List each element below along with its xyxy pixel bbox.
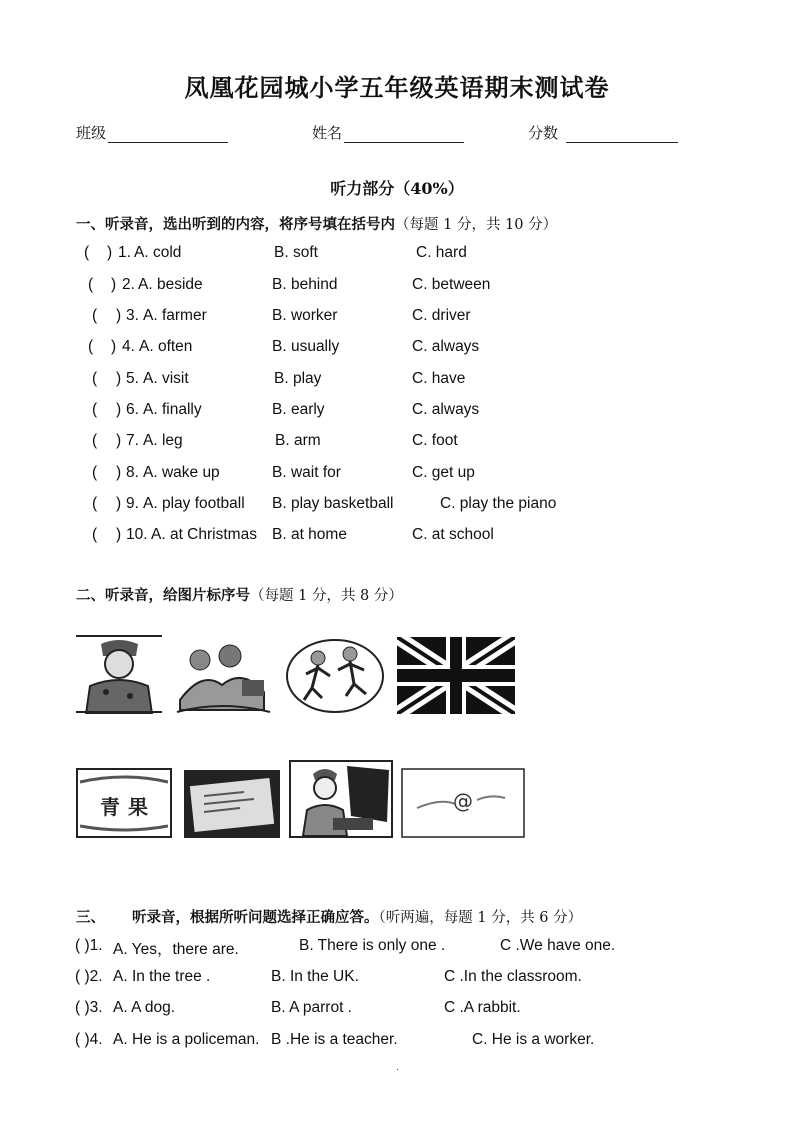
option-c: C. always [412,401,480,418]
section1-question-row [0,370,794,392]
question-number: 3. [126,307,139,324]
answer-bracket-close: ) [116,464,122,481]
answer-bracket-close: ) [116,307,122,324]
section2-heading-main: 二、听录音，给图片标序号 [76,587,250,604]
class-blank[interactable] [108,126,228,143]
score-label: 分数 [528,124,559,142]
option-c: C. have [412,370,466,387]
question-number-with-bracket[interactable]: ( )1. [75,937,103,954]
page-marker: · [396,1064,400,1075]
answer-bracket-open[interactable]: ( [92,464,98,481]
answer-bracket-close: ) [116,495,122,512]
question-number: 1. [118,244,131,261]
question-number-with-bracket[interactable]: ( )3. [75,999,103,1016]
section1-question-row [0,432,794,454]
section1-question-row [0,244,794,266]
option-c: C .A rabbit. [444,999,521,1016]
email-at-sign-picture [401,768,525,838]
section1-question-row [0,276,794,298]
answer-bracket-open[interactable]: ( [92,401,98,418]
question-number: 10. [126,526,148,543]
answer-bracket-open[interactable]: ( [88,276,94,293]
section1-question-row [0,464,794,486]
name-field[interactable] [312,122,464,143]
option-b: B. soft [274,244,318,261]
name-label: 姓名 [312,124,343,142]
pic-char-right: 果 [128,795,148,819]
chinese-characters-picture [76,768,172,838]
question-number: 4. [122,338,135,355]
option-a: A. Yes，there are. [113,941,239,958]
section1-heading-main: 一、听录音，选出听到的内容，将序号填在括号内 [76,216,395,233]
class-label: 班级 [76,124,107,142]
option-c: C. at school [412,526,494,543]
option-a: A. A dog. [113,999,176,1016]
option-b: B .He is a teacher. [271,1031,398,1048]
option-a: A. visit [143,370,189,387]
boy-computer-picture [289,760,393,838]
option-a: A. farmer [143,307,207,324]
score-blank[interactable] [566,126,678,143]
name-blank[interactable] [344,126,464,143]
option-c: C. foot [412,432,458,449]
answer-bracket-close: ) [111,338,117,355]
option-b: B. usually [272,338,340,355]
answer-bracket-open[interactable]: ( [92,307,98,324]
option-b: B. worker [272,307,338,324]
option-c: C. play the piano [440,495,557,512]
question-number-with-bracket[interactable]: ( )2. [75,968,103,985]
soldier-picture [76,634,162,714]
page-title: 凤凰花园城小学五年级英语期末测试卷 [184,73,610,102]
section2-heading [76,584,403,605]
option-c: C. He is a worker. [472,1031,595,1048]
question-number: 9. [126,495,139,512]
option-b: B. wait for [272,464,341,481]
option-c: C. hard [416,244,467,261]
option-a: A. In the tree . [113,968,211,985]
score-field[interactable] [528,122,678,143]
people-scene-picture [172,640,272,714]
option-c: C. get up [412,464,475,481]
answer-bracket-close: ) [111,276,117,293]
option-c: C .In the classroom. [444,968,582,985]
listening-part-title: 听力部分（40%） [330,179,464,198]
option-b: B. There is only one . [299,937,446,954]
question-number-with-bracket[interactable]: ( )4. [75,1031,103,1048]
option-a: A. He is a policeman. [113,1031,260,1048]
answer-bracket-open[interactable]: ( [92,495,98,512]
answer-bracket-open[interactable]: ( [92,432,98,449]
section3-question-row [0,968,794,990]
section2-heading-note: （每题 1 分，共 8 分） [250,588,403,604]
question-number: 7. [126,432,139,449]
answer-bracket-close: ) [116,370,122,387]
option-b: B. arm [275,432,321,449]
section3-question-row [0,1031,794,1053]
option-a: A. beside [138,276,203,293]
option-c: C. driver [412,307,471,324]
at-sign-glyph: @ [453,789,473,813]
answer-bracket-open[interactable]: ( [84,244,90,261]
section1-question-row [0,338,794,360]
section1-question-row [0,401,794,423]
question-number: 2. [122,276,135,293]
section1-question-row [0,495,794,517]
pic-char-left: 青 [100,795,120,819]
option-c: C .We have one. [500,937,616,954]
option-b: B. A parrot . [271,999,352,1016]
option-a: A. finally [143,401,202,418]
answer-bracket-close: ) [107,244,113,261]
answer-bracket-close: ) [116,432,122,449]
option-b: B. early [272,401,325,418]
letter-envelope-picture [184,770,280,838]
answer-bracket-open[interactable]: ( [92,370,98,387]
option-b: B. play basketball [272,495,394,512]
answer-bracket-open[interactable]: ( [92,526,98,543]
children-playing-picture [284,636,386,714]
option-a: A. wake up [143,464,220,481]
section1-heading [76,213,557,234]
section3-heading-main: 听录音，根据所听问题选择正确应答。 [132,909,379,926]
option-a: A. play football [143,495,245,512]
union-jack-flag-picture [397,637,515,714]
option-c: C. between [412,276,491,293]
option-b: B. play [274,370,322,387]
answer-bracket-close: ) [116,526,122,543]
option-c: C. always [412,338,480,355]
option-a: A. leg [143,432,183,449]
question-number: 5. [126,370,139,387]
option-a: A. at Christmas [151,526,257,543]
class-field[interactable] [76,122,228,143]
question-number: 6. [126,401,139,418]
section1-question-row [0,526,794,548]
option-b: B. behind [272,276,338,293]
student-info-row [76,122,716,148]
answer-bracket-close: ) [116,401,122,418]
section3-question-row [0,999,794,1021]
section1-question-row [0,307,794,329]
section3-heading-note: （听两遍，每题 1 分，共 6 分） [378,910,583,926]
section3-question-row [0,937,794,959]
section3-heading [76,906,582,927]
option-a: A. cold [134,244,182,261]
section1-heading-note: （每题 1 分，共 10 分） [395,217,558,233]
section3-heading-num: 三、 [76,909,105,926]
option-b: B. at home [272,526,347,543]
option-b: B. In the UK. [271,968,359,985]
answer-bracket-open[interactable]: ( [88,338,94,355]
question-number: 8. [126,464,139,481]
option-a: A. often [139,338,193,355]
